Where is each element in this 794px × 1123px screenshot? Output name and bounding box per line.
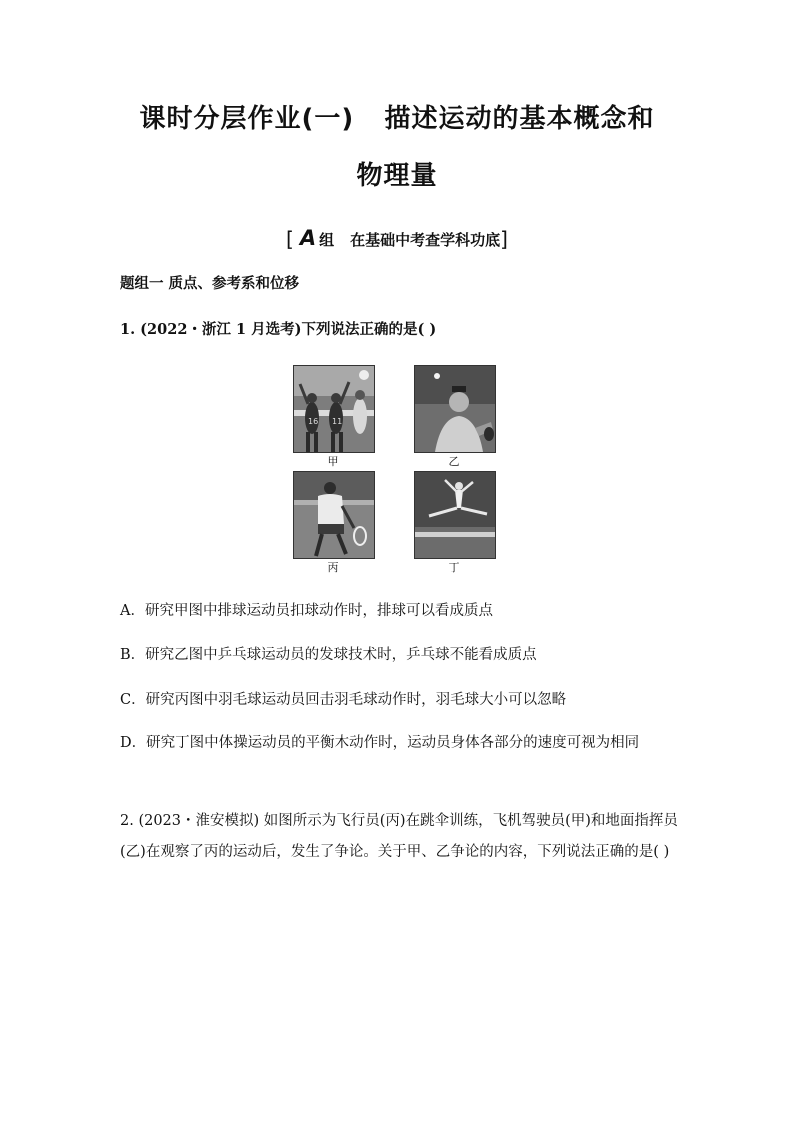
group-label: 组 xyxy=(319,231,335,249)
caption-yi: 乙 xyxy=(448,455,460,468)
option-b: B．研究乙图中乒乓球运动员的发球技术时，乒乓球不能看成质点 xyxy=(120,647,537,663)
balance-beam-photo xyxy=(414,471,496,559)
option-d: D．研究丁图中体操运动员的平衡木动作时，运动员身体各部分的速度可视为相同 xyxy=(120,735,640,751)
svg-text:11: 11 xyxy=(332,417,343,426)
group-bracket-close: ] xyxy=(500,227,508,251)
group-subtitle: 在基础中考查学科功底 xyxy=(350,231,501,249)
page-title-line2: 物理量 xyxy=(356,161,438,191)
question-1-stem: 1. (2022・浙江 1 月选考)下列说法正确的是( ) xyxy=(120,321,437,338)
group-heading xyxy=(0,226,794,251)
question-2-stem: 2. (2023・淮安模拟) 如图所示为飞行员(丙)在跳伞训练，飞机驾驶员(甲)和地面指挥员(乙)在观察了丙的运动后，发生了争论。关于甲、乙争论的内容，下列说法正确的是( ) xyxy=(120,813,678,860)
badminton-photo xyxy=(293,471,375,559)
caption-ding: 丁 xyxy=(448,561,460,574)
svg-text:16: 16 xyxy=(308,417,319,426)
section-heading: 题组一 质点、参考系和位移 xyxy=(120,275,300,292)
group-letter: A xyxy=(299,226,317,250)
table-tennis-photo xyxy=(414,365,496,453)
volleyball-photo xyxy=(293,365,375,453)
option-a: A．研究甲图中排球运动员扣球动作时，排球可以看成质点 xyxy=(120,603,493,619)
page-title-line1: 课时分层作业(一) 描述运动的基本概念和 xyxy=(139,104,655,134)
caption-jia: 甲 xyxy=(327,455,339,468)
caption-bing: 丙 xyxy=(327,561,339,574)
group-bracket-open: [ xyxy=(286,227,294,251)
option-c: C．研究丙图中羽毛球运动员回击羽毛球动作时，羽毛球大小可以忽略 xyxy=(120,692,567,708)
